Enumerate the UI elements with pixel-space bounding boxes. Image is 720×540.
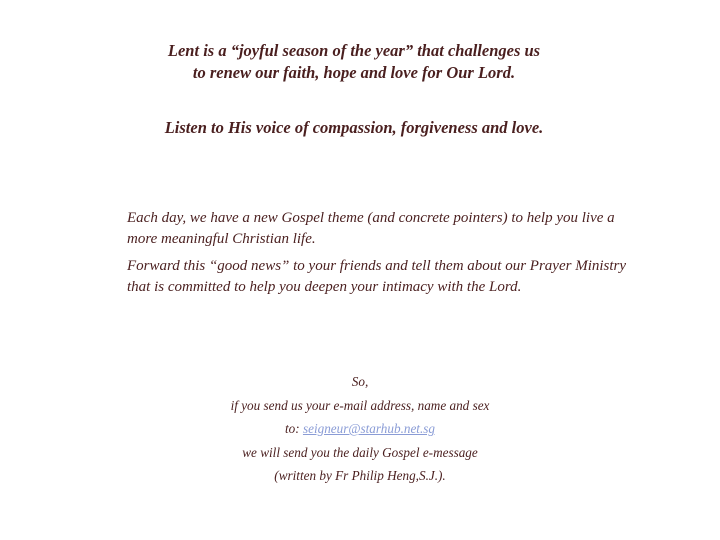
closing-to-line bbox=[180, 417, 540, 441]
closing-written-by: (written by Fr Philip Heng,S.J.). bbox=[274, 468, 446, 483]
forward-paragraph: Forward this “good news” to your friends and tell them about our Prayer Ministry that is committed to help you deepen your intimacy with the Lord. bbox=[127, 258, 627, 295]
intro-quote: Lent is a “joyful season of the year” that challenges us to renew our faith, hope and love for Our Lord. bbox=[167, 41, 541, 82]
closing-if-send: if you send us your e-mail address, name and sex bbox=[230, 397, 490, 413]
closing-section bbox=[180, 370, 540, 488]
each-day-paragraph: Each day, we have a new Gospel theme (and concrete pointers) to help you live a more meaningful Christian life. bbox=[127, 210, 615, 247]
closing-we-will-send: we will send you the daily Gospel e-message bbox=[242, 444, 478, 460]
email-link[interactable]: seigneur@starhub.net.sg bbox=[302, 421, 435, 436]
closing-so: So, bbox=[351, 374, 369, 389]
closing-to-label: to: bbox=[285, 421, 303, 436]
intro-listen: Listen to His voice of compassion, forgiveness and love. bbox=[164, 118, 544, 137]
